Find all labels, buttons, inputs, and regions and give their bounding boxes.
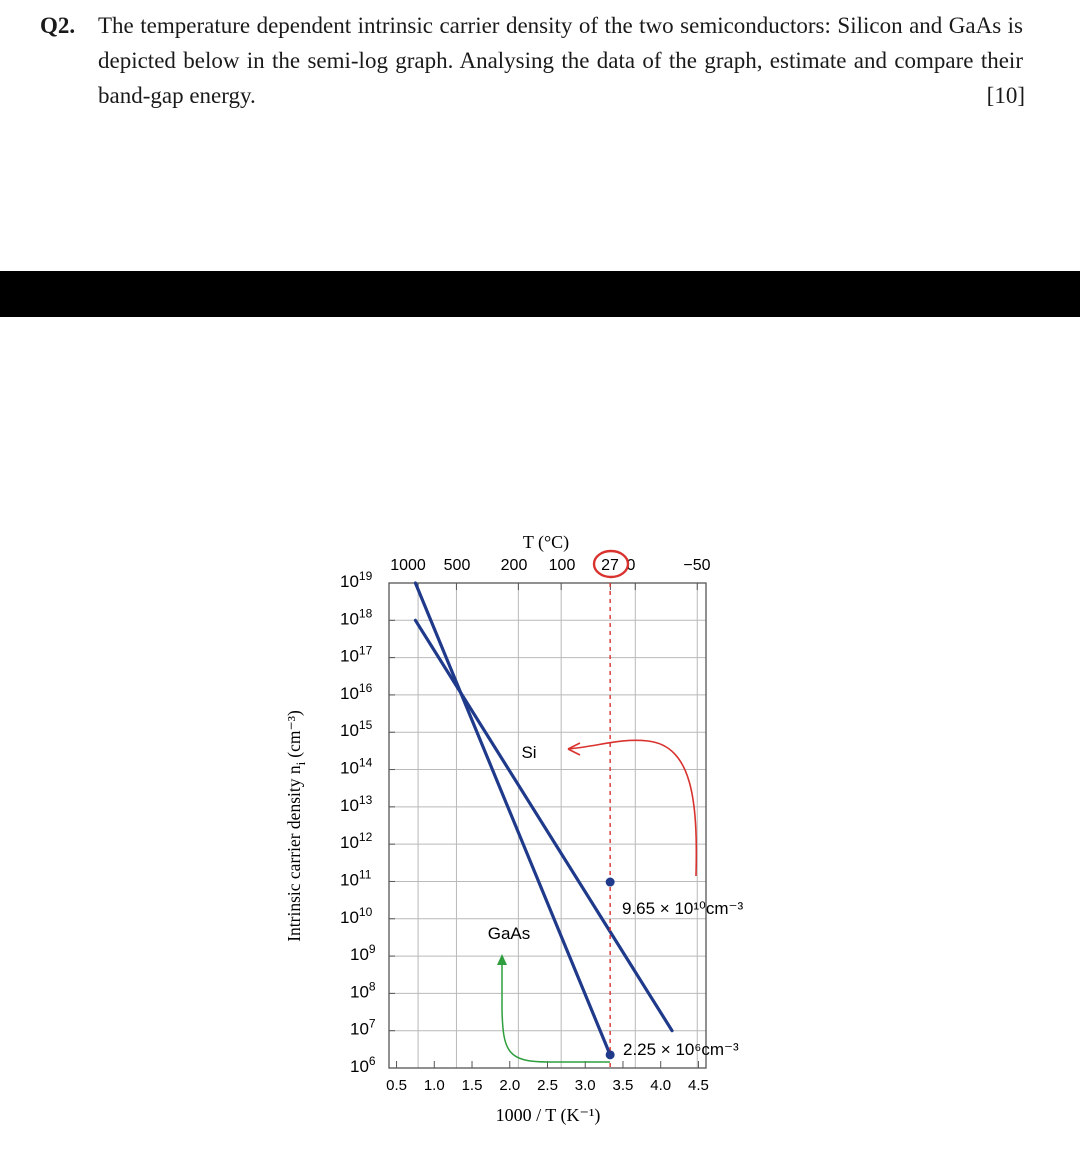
y-tick-label-1e18 bbox=[340, 606, 373, 628]
y-tick-exponent: 8 bbox=[368, 979, 376, 994]
y-tick-base: 10 bbox=[340, 646, 359, 666]
y-tick-label-1e8 bbox=[350, 979, 376, 1001]
y-tick-exponent: 14 bbox=[358, 755, 373, 770]
y-tick-label-1e16 bbox=[340, 681, 373, 703]
x-tick-label-3: 2.0 bbox=[499, 1077, 521, 1094]
y-tick-exponent: 6 bbox=[368, 1054, 376, 1068]
top-tick-label-0: 1000 bbox=[390, 557, 426, 574]
y-tick-exponent: 10 bbox=[358, 904, 373, 919]
top-tick-label-4: 27 bbox=[601, 557, 619, 574]
y-axis-label-main: Intrinsic carrier density n bbox=[284, 765, 304, 942]
red-pointer-path bbox=[568, 740, 696, 876]
y-tick-label-1e14 bbox=[340, 756, 373, 778]
y-tick-base: 10 bbox=[340, 572, 359, 591]
y-tick-label-1e7 bbox=[350, 1017, 376, 1039]
top-tick-label-3: 100 bbox=[548, 557, 576, 574]
y-tick-base: 10 bbox=[340, 870, 359, 890]
y-axis-label-subscript: i bbox=[293, 761, 308, 766]
y-tick-exponent: 13 bbox=[358, 792, 373, 807]
chart-axes bbox=[340, 557, 711, 1094]
x-tick-label-0: 0.5 bbox=[386, 1077, 407, 1094]
y-tick-base: 10 bbox=[340, 683, 359, 703]
x-tick-label-6: 3.5 bbox=[612, 1077, 634, 1094]
series-line-si bbox=[415, 620, 672, 1030]
gaas-room-temp-point bbox=[606, 1050, 615, 1059]
y-tick-base: 10 bbox=[350, 982, 369, 1002]
y-tick-exponent: 7 bbox=[368, 1016, 376, 1031]
x-tick-label-2: 1.5 bbox=[461, 1077, 483, 1094]
y-tick-exponent: 11 bbox=[358, 867, 372, 882]
y-tick-base: 10 bbox=[340, 907, 359, 927]
top-tick-label-6: −50 bbox=[683, 557, 711, 574]
top-tick-label-1: 500 bbox=[443, 557, 471, 574]
y-tick-label-1e17 bbox=[340, 644, 373, 666]
y-tick-label-1e15 bbox=[340, 718, 373, 740]
top-tick-label-5: 0 bbox=[626, 557, 636, 574]
y-tick-label-1e10 bbox=[340, 905, 373, 927]
y-tick-base: 10 bbox=[350, 1057, 369, 1076]
y-tick-exponent: 15 bbox=[358, 718, 373, 733]
y-tick-base: 10 bbox=[340, 833, 359, 853]
series-label-si: Si bbox=[521, 743, 537, 762]
y-tick-label-1e12 bbox=[340, 830, 373, 852]
y-tick-base: 10 bbox=[350, 1019, 369, 1039]
y-tick-base: 10 bbox=[350, 945, 369, 965]
y-axis-label bbox=[284, 710, 308, 942]
x-tick-label-8: 4.5 bbox=[688, 1077, 709, 1094]
series-line-gaas bbox=[415, 583, 610, 1055]
si-value-annotation: 9.65 × 10¹⁰cm⁻³ bbox=[622, 899, 744, 918]
y-tick-label-1e11 bbox=[340, 867, 372, 889]
y-tick-label-1e13 bbox=[340, 793, 373, 815]
y-tick-exponent: 19 bbox=[358, 569, 373, 583]
x-tick-label-7: 4.0 bbox=[650, 1077, 672, 1094]
y-tick-base: 10 bbox=[340, 609, 359, 629]
y-tick-label-1e6 bbox=[350, 1054, 376, 1076]
x-tick-label-1: 1.0 bbox=[423, 1077, 445, 1094]
y-tick-label-1e19 bbox=[340, 569, 373, 591]
y-tick-exponent: 17 bbox=[358, 643, 373, 658]
chart-series bbox=[415, 583, 672, 1055]
top-axis-label: T (°C) bbox=[522, 532, 570, 552]
series-label-gaas: GaAs bbox=[487, 924, 531, 943]
y-tick-base: 10 bbox=[340, 721, 359, 741]
question-text: The temperature dependent intrinsic carrier density of the two semiconductors: Silicon and GaAs is depicted below in the semi-log graph. Analysing the data of the graph, estimate and compare their band-gap energy. bbox=[98, 13, 1023, 108]
x-tick-label-4: 2.5 bbox=[537, 1077, 558, 1094]
y-tick-exponent: 18 bbox=[358, 606, 373, 621]
y-tick-exponent: 16 bbox=[358, 680, 373, 695]
y-tick-exponent: 12 bbox=[358, 830, 373, 845]
y-tick-base: 10 bbox=[340, 795, 359, 815]
x-tick-label-5: 3.0 bbox=[574, 1077, 596, 1094]
y-tick-base: 10 bbox=[340, 758, 359, 778]
chart-annotations bbox=[497, 551, 696, 1068]
gaas-value-annotation: 2.25 × 10⁶cm⁻³ bbox=[623, 1040, 739, 1059]
question-number: Q2. bbox=[40, 13, 76, 38]
si-room-temp-point bbox=[606, 878, 615, 887]
y-axis-label-unit: (cm⁻³) bbox=[284, 710, 304, 758]
top-tick-label-2: 200 bbox=[500, 557, 528, 574]
question-marks: [10] bbox=[986, 83, 1025, 108]
x-axis-label: 1000 / T (K⁻¹) bbox=[495, 1105, 601, 1125]
y-tick-label-1e9 bbox=[350, 942, 376, 964]
y-tick-exponent: 9 bbox=[368, 942, 376, 957]
